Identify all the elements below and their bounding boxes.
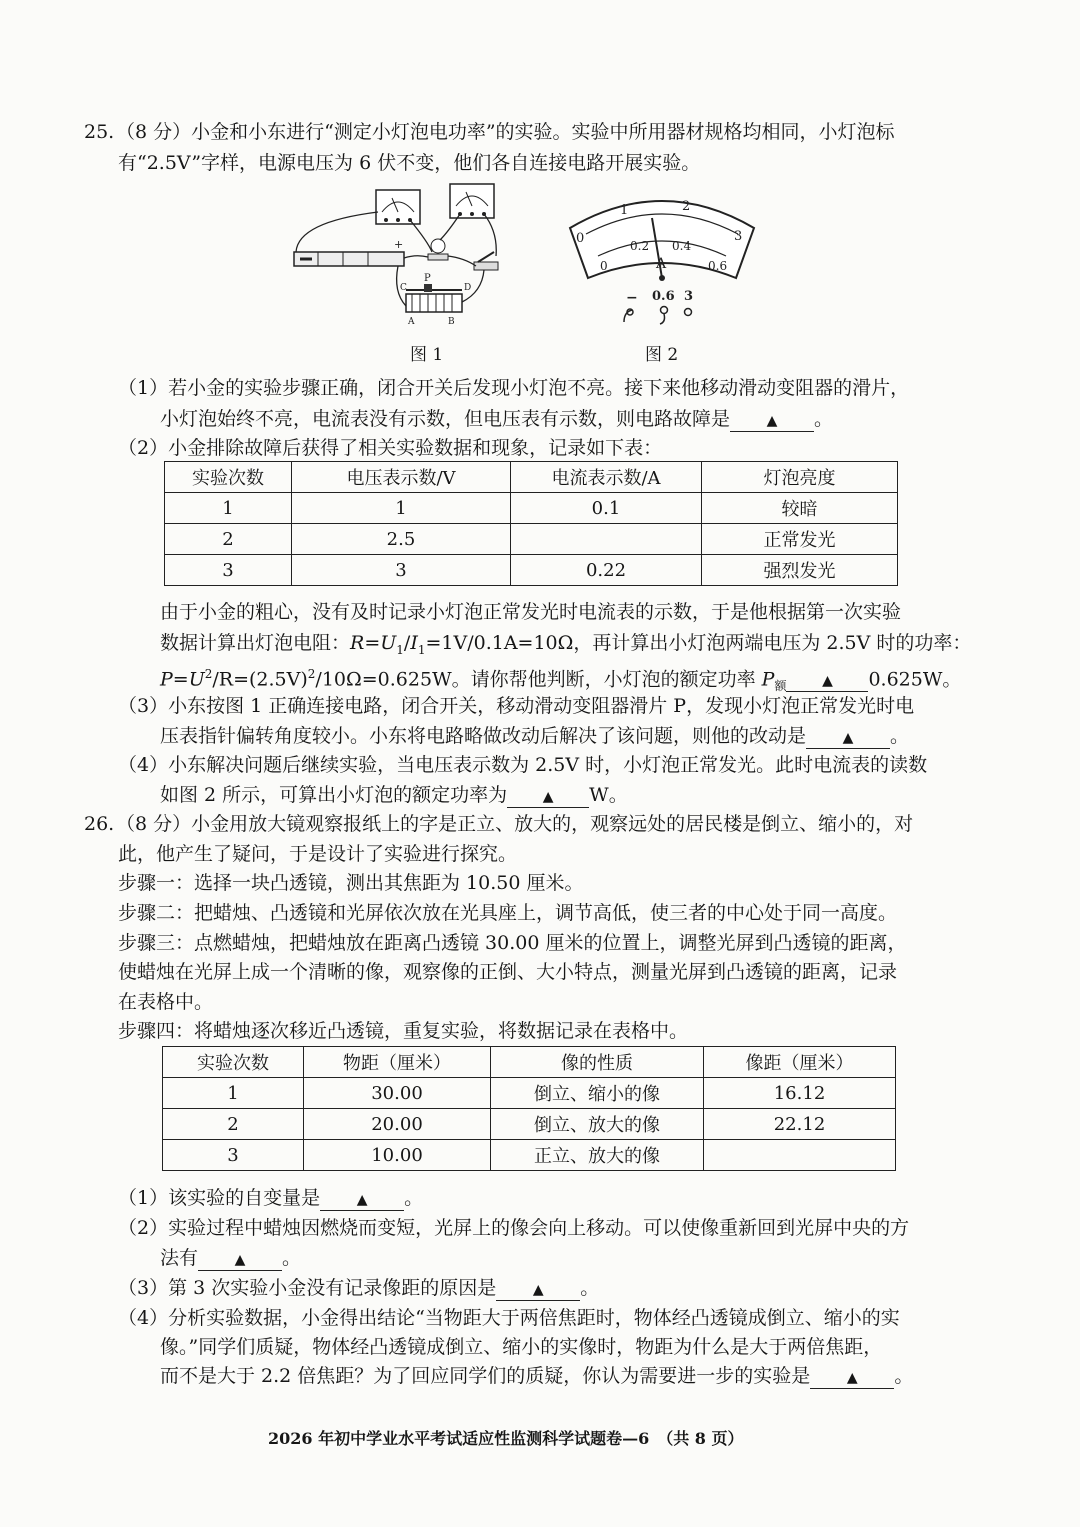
table-lens-data: [162, 1046, 896, 1171]
table-header-cell: 实验次数: [163, 1047, 304, 1078]
table-header-cell: 电流表示数/A: [511, 462, 702, 493]
answer-blank-q25-3[interactable]: ▲: [806, 724, 890, 749]
table-cell: 倒立、放大的像: [491, 1109, 704, 1140]
q26-step3-line3: 在表格中。: [118, 991, 214, 1013]
q25-s1-line2: 小灯泡始终不亮，电流表没有示数，但电压表有示数，则电路故障是 ▲ 。: [160, 408, 834, 430]
dial-outer-1: 1: [620, 203, 629, 218]
dial-outer-0: 0: [576, 231, 585, 246]
q25-s3-line2: 压表指针偏转角度较小。小东将电路略做改动后解决了该问题，则他的改动是 ▲ 。: [160, 725, 910, 747]
table-cell: 3: [292, 555, 511, 586]
dial-outer-2: 2: [682, 199, 691, 214]
q25-intro-line2: 有“2.5V”字样，电源电压为 6 伏不变，他们各自连接电路开展实验。: [118, 152, 701, 174]
table-cell: 1: [163, 1078, 304, 1109]
q25-number: 25.: [84, 121, 115, 143]
q26-s1: （1）该实验的自变量是 ▲ 。: [118, 1187, 424, 1209]
fig1-p-label: P: [424, 273, 431, 284]
table-cell: 3: [165, 555, 292, 586]
q25-s2: （2）小金排除故障后获得了相关实验数据和现象，记录如下表：: [118, 437, 663, 459]
table-header-cell: 电压表示数/V: [292, 462, 511, 493]
table-row: [165, 493, 898, 524]
q25-para-line2: 数据计算出灯泡电阻：$R=U_1/I_1=1V/0.1A=10\Omega$，再计算出小灯泡两端电压为 2.5V 时的功率：: [160, 632, 972, 657]
figure1-circuit-diagram: [288, 182, 508, 332]
page-footer: 2026 年初中学业水平考试适应性监测科学试题卷—6 （共 8 页）: [268, 1429, 744, 1448]
table-cell: 3: [163, 1140, 304, 1171]
table-row: [165, 524, 898, 555]
q25-s3-line1: （3）小东按图 1 正确连接电路，闭合开关，移动滑动变阻器滑片 P，发现小灯泡正常发光时电: [118, 695, 915, 717]
table-cell: 1: [292, 493, 511, 524]
table-cell: 22.12: [704, 1109, 896, 1140]
figure2-ammeter-dial: [562, 186, 762, 331]
dial-inner-0: 0: [600, 259, 608, 273]
table-header-row: [165, 462, 898, 493]
table-header-cell: 物距（厘米）: [304, 1047, 491, 1078]
answer-blank-q26-2[interactable]: ▲: [198, 1246, 282, 1271]
table-cell: 2: [165, 524, 292, 555]
table-cell: 强烈发光: [702, 555, 898, 586]
dial-inner-3: 0.6: [708, 259, 728, 273]
table-cell: [704, 1140, 896, 1171]
terminal-06-label: 0.6: [652, 289, 675, 304]
table-cell: 1: [165, 493, 292, 524]
table-cell: 2: [163, 1109, 304, 1140]
q26-step3-line2: 使蜡烛在光屏上成一个清晰的像，观察像的正倒、大小特点，测量光屏到凸透镜的距离，记录: [118, 961, 898, 983]
table-row: [163, 1109, 896, 1140]
answer-blank-q26-1[interactable]: ▲: [320, 1186, 404, 1211]
q26-s3: （3）第 3 次实验小金没有记录像距的原因是 ▲ 。: [118, 1277, 600, 1299]
table-cell: 30.00: [304, 1078, 491, 1109]
table-header-cell: 像距（厘米）: [704, 1047, 896, 1078]
dial-inner-2: 0.4: [672, 239, 692, 253]
table-cell: [511, 524, 702, 555]
table-cell: 0.1: [511, 493, 702, 524]
table-header-row: [163, 1047, 896, 1078]
q26-s4-line2: 像。”同学们质疑，物体经凸透镜成倒立、缩小的实像时，物距为什么是大于两倍焦距，: [160, 1336, 883, 1358]
q26-intro-line2: 此，他产生了疑问，于是设计了实验进行探究。: [118, 843, 518, 865]
q25-s4-line1: （4）小东解决问题后继续实验，当电压表示数为 2.5V 时，小灯泡正常发光。此时电流表的读数: [118, 754, 928, 776]
terminal-minus-label: −: [626, 290, 638, 306]
q26-step4: 步骤四：将蜡烛逐次移近凸透镜，重复实验，将数据记录在表格中。: [118, 1020, 689, 1042]
fig1-d-label: D: [464, 283, 472, 293]
table-row: [163, 1078, 896, 1109]
table-row: [163, 1140, 896, 1171]
answer-blank-q25-2[interactable]: ▲: [786, 667, 868, 692]
q25-s4-line2: 如图 2 所示，可算出小灯泡的额定功率为 ▲ W。: [160, 784, 628, 806]
fig1-a-label: A: [408, 317, 415, 327]
table-header-cell: 像的性质: [491, 1047, 704, 1078]
answer-blank-q26-3[interactable]: ▲: [496, 1276, 580, 1301]
table-cell: 20.00: [304, 1109, 491, 1140]
q26-s4-line1: （4）分析实验数据，小金得出结论“当物距大于两倍焦距时，物体经凸透镜成倒立、缩小的实: [118, 1307, 900, 1329]
q26-step3-line1: 步骤三：点燃蜡烛，把蜡烛放在距离凸透镜 30.00 厘米的位置上，调整光屏到凸透镜的距离，: [118, 932, 907, 954]
table-cell: 10.00: [304, 1140, 491, 1171]
table-cell: 16.12: [704, 1078, 896, 1109]
q26-s2-line2: 法有 ▲ 。: [160, 1247, 302, 1269]
q26-number: 26.: [84, 813, 115, 835]
terminal-3-label: 3: [684, 289, 694, 304]
answer-blank-q25-1[interactable]: ▲: [730, 407, 814, 432]
answer-blank-q26-4[interactable]: ▲: [810, 1364, 894, 1389]
q26-step1: 步骤一：选择一块凸透镜，测出其焦距为 10.50 厘米。: [118, 872, 584, 894]
q25-para-line1: 由于小金的粗心，没有及时记录小灯泡正常发光时电流表的示数，于是他根据第一次实验: [160, 601, 902, 623]
table-cell: 较暗: [702, 493, 898, 524]
fig1-c-label: C: [400, 283, 407, 293]
q26-s2-line1: （2）实验过程中蜡烛因燃烧而变短，光屏上的像会向上移动。可以使像重新回到光屏中央的方: [118, 1217, 910, 1239]
table-cell: 正常发光: [702, 524, 898, 555]
figure2-caption: 图 2: [645, 345, 679, 365]
dial-unit: A: [656, 256, 667, 272]
q25-s1-line1: （1）若小金的实验步骤正确，闭合开关后发现小灯泡不亮。接下来他移动滑动变阻器的滑片，: [118, 377, 910, 399]
dial-inner-1: 0.2: [630, 239, 650, 253]
q26-intro-line1: （8 分）小金用放大镜观察报纸上的字是正立、放大的，观察远处的居民楼是倒立、缩小的，对: [116, 813, 914, 835]
table-lightbulb-data: [164, 461, 898, 586]
table-cell: 倒立、缩小的像: [491, 1078, 704, 1109]
table-header-cell: 实验次数: [165, 462, 292, 493]
table-row: [165, 555, 898, 586]
dial-outer-3: 3: [734, 229, 743, 244]
fig1-plus-label: +: [394, 238, 404, 251]
q25-intro-line1: （8 分）小金和小东进行“测定小灯泡电功率”的实验。实验中所用器材规格均相同，小灯泡标: [116, 121, 895, 143]
fig1-b-label: B: [448, 317, 455, 327]
q25-para-line3: $P=U^2/R=(2.5V)^2/10\Omega=0.625W$。请你帮他判断，小灯泡的额定功率 $P_额$ ▲ 0.625W。: [160, 667, 962, 694]
answer-blank-q25-4[interactable]: ▲: [507, 783, 589, 808]
figure1-caption: 图 1: [410, 345, 444, 365]
q26-step2: 步骤二：把蜡烛、凸透镜和光屏依次放在光具座上，调节高低，使三者的中心处于同一高度。: [118, 902, 898, 924]
table-cell: 正立、放大的像: [491, 1140, 704, 1171]
table-cell: 2.5: [292, 524, 511, 555]
table-cell: 0.22: [511, 555, 702, 586]
table-header-cell: 灯泡亮度: [702, 462, 898, 493]
q26-s4-line3: 而不是大于 2.2 倍焦距？为了回应同学们的质疑，你认为需要进一步的实验是 ▲ 。: [160, 1365, 914, 1387]
